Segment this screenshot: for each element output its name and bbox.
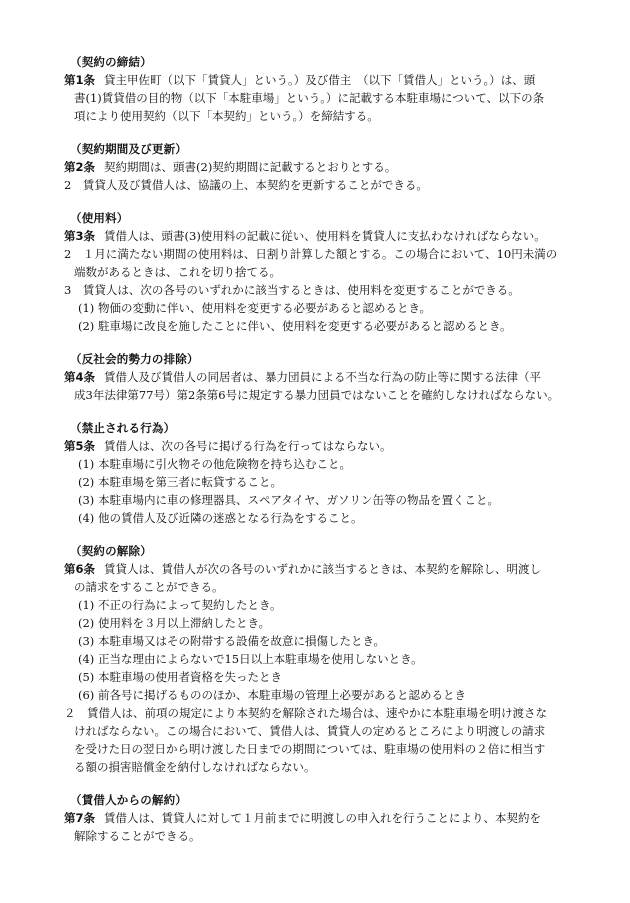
clause-item: (1) 不正の行為によって契約したとき。 — [78, 598, 282, 612]
article-section — [64, 792, 604, 845]
article-number: 第3条 — [64, 229, 96, 243]
continuation-line: を受けた日の翌日から明け渡した日までの期間については、駐車場の使用料の２倍に相当す — [74, 742, 546, 756]
article-heading: （使用料） — [70, 211, 129, 225]
continuation-line: 解除することができる。 — [74, 829, 201, 843]
article-first-line — [64, 560, 604, 578]
article-first-line — [64, 437, 604, 455]
paragraph-line: 2 賃貸人及び賃借人は、協議の上、本契約を更新することができる。 — [64, 178, 428, 192]
article-text: 賃貸人は、賃借人が次の各号のいずれかに該当するときは、本契約を解除し、明渡し — [104, 562, 542, 576]
article-section — [64, 210, 604, 335]
article-number: 第2条 — [64, 160, 96, 174]
clause-item: (3) 本駐車場又はその附帯する設備を故意に損傷したとき。 — [78, 634, 385, 648]
clause-item: (5) 本駐車場の使用者資格を失ったとき — [78, 670, 282, 684]
article-heading: （契約の締結） — [70, 55, 152, 69]
clause-item: (6) 前各号に掲げるもののほか、本駐車場の管理上必要があると認めるとき — [78, 688, 466, 702]
clause-item: (2) 使用料を３月以上滞納したとき。 — [78, 616, 270, 630]
article-text: 貸主甲佐町（以下「賃貸人」という。）及び借主 （以下「賃借人」という。）は、頭 — [104, 73, 536, 87]
article-first-line — [64, 368, 604, 386]
article-section — [64, 141, 604, 194]
article-section — [64, 54, 604, 125]
article-number: 第4条 — [64, 370, 96, 384]
article-first-line — [64, 227, 604, 245]
article-section — [64, 351, 604, 404]
clause-item: (2) 駐車場に改良を施したことに伴い、使用料を変更する必要があると認めるとき。 — [78, 319, 512, 333]
clause-item: (3) 本駐車場内に車の修理器具、スペアタイヤ、ガソリン缶等の物品を置くこと。 — [78, 493, 499, 507]
article-section — [64, 543, 604, 776]
article-heading: （禁止される行為） — [70, 421, 176, 435]
article-section — [64, 420, 604, 527]
article-heading: （契約期間及び更新） — [70, 142, 187, 156]
continuation-line: 端数があるときは、これを切り捨てる。 — [74, 265, 281, 279]
article-number: 第7条 — [64, 811, 96, 825]
clause-item: (4) 正当な理由によらないで15日以上本駐車場を使用しないとき。 — [78, 652, 423, 666]
contract-document — [64, 54, 604, 861]
article-first-line — [64, 809, 604, 827]
clause-item: (4) 他の賃借人及び近隣の迷惑となる行為をすること。 — [78, 511, 363, 525]
article-first-line — [64, 71, 604, 89]
continuation-line: の請求をすることができる。 — [74, 580, 224, 594]
continuation-line: ければならない。この場合において、賃借人は、賃貸人の定めるところにより明渡しの請求 — [74, 724, 546, 738]
article-text: 契約期間は、頭書(2)契約期間に記載するとおりとする。 — [104, 160, 397, 174]
clause-item: (1) 本駐車場に引火物その他危険物を持ち込むこと。 — [78, 457, 351, 471]
clause-item: (1) 物価の変動に伴い、使用料を変更する必要があると認めるとき。 — [78, 301, 431, 315]
article-text: 賃借人は、頭書(3)使用料の記載に従い、使用料を賃貸人に支払わなければならない。 — [104, 229, 546, 243]
article-number: 第1条 — [64, 73, 96, 87]
article-first-line — [64, 158, 604, 176]
article-number: 第5条 — [64, 439, 96, 453]
article-number: 第6条 — [64, 562, 96, 576]
article-text: 賃借人及び賃借人の同居者は、暴力団員による不当な行為の防止等に関する法律（平 — [104, 370, 542, 384]
paragraph-line: 3 賃貸人は、次の各号のいずれかに該当するときは、使用料を変更することができる。 — [64, 283, 520, 297]
article-heading: （反社会的勢力の排除） — [70, 352, 199, 366]
continuation-line: 書(1)賃貸借の目的物（以下「本駐車場」という。）に記載する本駐車場について、以下の条 — [74, 91, 545, 105]
continuation-line: 項により使用契約（以下「本契約」という。）を締結する。 — [74, 109, 379, 123]
article-heading: （契約の解除） — [70, 544, 152, 558]
article-text: 賃借人は、賃貸人に対して１月前までに明渡しの申入れを行うことにより、本契約を — [104, 811, 542, 825]
paragraph-line: 2 １月に満たない期間の使用料は、日割り計算した額とする。この場合において、10円未満の — [64, 247, 558, 261]
continuation-line: る額の損害賠償金を納付しなければならない。 — [74, 760, 316, 774]
clause-item: (2) 本駐車場を第三者に転貸すること。 — [78, 475, 282, 489]
continuation-line: 成3年法律第77号）第2条第6号に規定する暴力団員ではないことを確約しなければならない。 — [74, 388, 560, 402]
article-text: 賃借人は、次の各号に掲げる行為を行ってはならない。 — [104, 439, 392, 453]
article-heading: （賃借人からの解約） — [70, 793, 187, 807]
paragraph-line: ２ 賃借人は、前項の規定により本契約を解除された場合は、速やかに本駐車場を明け渡さな — [64, 706, 547, 720]
